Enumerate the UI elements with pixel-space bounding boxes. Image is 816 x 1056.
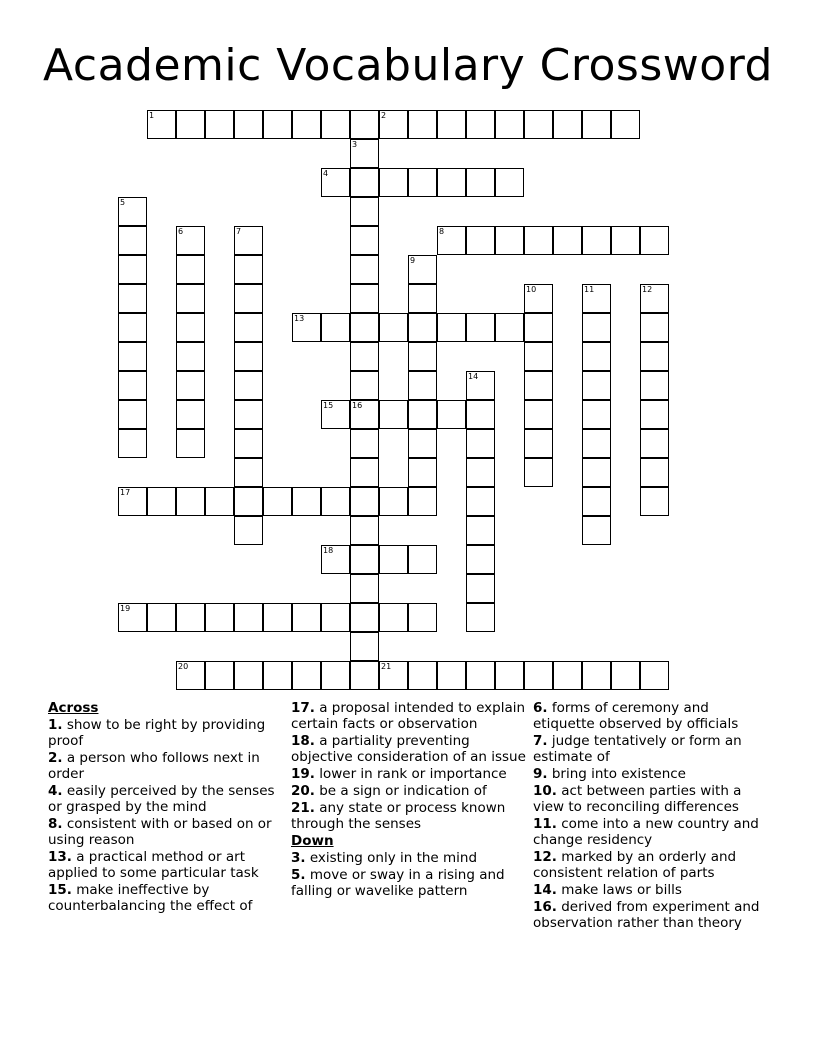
grid-cell[interactable] [640, 342, 669, 371]
grid-cell[interactable] [292, 661, 321, 690]
clue-text: lower in rank or importance [314, 766, 507, 782]
grid-cell[interactable] [176, 255, 205, 284]
grid-cell[interactable] [408, 661, 437, 690]
clue-item [533, 783, 768, 815]
grid-cell[interactable] [437, 400, 466, 429]
grid-cell[interactable] [379, 313, 408, 342]
grid-cell[interactable] [466, 603, 495, 632]
clue-item [291, 850, 526, 866]
clue-item [533, 899, 768, 931]
grid-cell[interactable] [379, 168, 408, 197]
grid-cell[interactable] [263, 487, 292, 516]
grid-cell[interactable] [408, 168, 437, 197]
grid-cell[interactable] [495, 226, 524, 255]
clue-text: act between parties with a view to reconciling differences [533, 783, 742, 815]
clue-text: come into a new country and change residency [533, 816, 759, 848]
grid-cell[interactable] [350, 255, 379, 284]
grid-cell[interactable] [118, 255, 147, 284]
grid-cell[interactable] [408, 371, 437, 400]
clue-text: be a sign or indication of [314, 783, 487, 799]
cell-number: 18 [323, 546, 334, 555]
grid-cell[interactable] [321, 400, 350, 429]
grid-cell[interactable] [408, 255, 437, 284]
grid-cell[interactable] [582, 284, 611, 313]
grid-cell[interactable] [466, 516, 495, 545]
grid-cell[interactable] [321, 545, 350, 574]
grid-cell[interactable] [495, 168, 524, 197]
clue-item [533, 882, 768, 898]
grid-cell[interactable] [350, 661, 379, 690]
clue-text: a partiality preventing objective consideration of an issue [291, 733, 526, 765]
grid-cell[interactable] [582, 110, 611, 139]
clue-text: derived from experiment and observation rather than theory [533, 899, 760, 931]
grid-cell[interactable] [118, 313, 147, 342]
grid-cell[interactable] [408, 458, 437, 487]
grid-cell[interactable] [524, 110, 553, 139]
grid-cell[interactable] [640, 429, 669, 458]
clue-text: existing only in the mind [305, 850, 478, 866]
grid-cell[interactable] [263, 661, 292, 690]
grid-cell[interactable] [553, 226, 582, 255]
clue-text: any state or process known through the senses [291, 800, 506, 832]
grid-cell[interactable] [147, 603, 176, 632]
grid-cell[interactable] [611, 110, 640, 139]
cell-number: 3 [352, 140, 358, 149]
grid-cell[interactable] [524, 313, 553, 342]
grid-cell[interactable] [350, 603, 379, 632]
grid-cell[interactable] [205, 603, 234, 632]
grid-cell[interactable] [640, 371, 669, 400]
grid-cell[interactable] [379, 545, 408, 574]
clue-number: 4. [48, 783, 63, 799]
grid-cell[interactable] [553, 661, 582, 690]
grid-cell[interactable] [176, 226, 205, 255]
clue-item [291, 867, 526, 899]
grid-cell[interactable] [582, 342, 611, 371]
cell-number: 6 [178, 227, 184, 236]
grid-cell[interactable] [350, 574, 379, 603]
grid-cell[interactable] [640, 487, 669, 516]
grid-cell[interactable] [350, 487, 379, 516]
clue-number: 8. [48, 816, 63, 832]
grid-cell[interactable] [234, 516, 263, 545]
grid-cell[interactable] [234, 110, 263, 139]
grid-cell[interactable] [205, 110, 234, 139]
grid-cell[interactable] [350, 516, 379, 545]
grid-cell[interactable] [379, 603, 408, 632]
grid-cell[interactable] [350, 371, 379, 400]
grid-cell[interactable] [292, 110, 321, 139]
grid-cell[interactable] [118, 371, 147, 400]
cell-number: 16 [352, 401, 363, 410]
grid-cell[interactable] [234, 661, 263, 690]
grid-cell[interactable] [582, 661, 611, 690]
clue-item [291, 783, 526, 799]
grid-cell[interactable] [118, 226, 147, 255]
clue-text: bring into existence [547, 766, 686, 782]
cell-number: 8 [439, 227, 445, 236]
grid-cell[interactable] [582, 371, 611, 400]
clue-number: 12. [533, 849, 557, 865]
grid-cell[interactable] [234, 487, 263, 516]
clue-number: 9. [533, 766, 548, 782]
grid-cell[interactable] [176, 400, 205, 429]
grid-cell[interactable] [118, 197, 147, 226]
clue-text: easily perceived by the senses or grasped by the mind [48, 783, 275, 815]
grid-cell[interactable] [466, 226, 495, 255]
grid-cell[interactable] [640, 284, 669, 313]
clue-item [291, 800, 526, 832]
grid-cell[interactable] [611, 661, 640, 690]
clue-number: 7. [533, 733, 548, 749]
clue-text: a proposal intended to explain certain facts or observation [291, 700, 526, 732]
grid-cell[interactable] [176, 342, 205, 371]
clue-item [533, 766, 768, 782]
down-header: Down [291, 833, 334, 849]
grid-cell[interactable] [640, 400, 669, 429]
grid-cell[interactable] [350, 110, 379, 139]
grid-cell[interactable] [640, 226, 669, 255]
grid-cell[interactable] [408, 487, 437, 516]
clue-number: 19. [291, 766, 315, 782]
clue-number: 18. [291, 733, 315, 749]
grid-cell[interactable] [234, 603, 263, 632]
grid-cell[interactable] [234, 342, 263, 371]
grid-cell[interactable] [147, 487, 176, 516]
grid-cell[interactable] [524, 226, 553, 255]
grid-cell[interactable] [466, 313, 495, 342]
grid-cell[interactable] [263, 603, 292, 632]
grid-cell[interactable] [524, 458, 553, 487]
grid-cell[interactable] [640, 458, 669, 487]
grid-cell[interactable] [350, 284, 379, 313]
grid-cell[interactable] [437, 313, 466, 342]
clue-text: forms of ceremony and etiquette observed by officials [533, 700, 739, 732]
clue-item [48, 783, 283, 815]
clue-number: 20. [291, 783, 315, 799]
grid-cell[interactable] [118, 487, 147, 516]
clue-item [533, 849, 768, 881]
grid-cell[interactable] [176, 371, 205, 400]
grid-cell[interactable] [350, 226, 379, 255]
grid-cell[interactable] [437, 661, 466, 690]
grid-cell[interactable] [321, 661, 350, 690]
grid-cell[interactable] [118, 400, 147, 429]
grid-cell[interactable] [350, 429, 379, 458]
grid-cell[interactable] [292, 603, 321, 632]
grid-cell[interactable] [321, 168, 350, 197]
clue-text: make laws or bills [556, 882, 682, 898]
clue-text: a person who follows next in order [48, 750, 260, 782]
grid-cell[interactable] [321, 110, 350, 139]
grid-cell[interactable] [466, 400, 495, 429]
grid-cell[interactable] [408, 284, 437, 313]
grid-cell[interactable] [350, 313, 379, 342]
grid-cell[interactable] [350, 342, 379, 371]
grid-cell[interactable] [466, 545, 495, 574]
grid-cell[interactable] [321, 313, 350, 342]
grid-cell[interactable] [582, 516, 611, 545]
across-header: Across [48, 700, 99, 716]
grid-cell[interactable] [321, 603, 350, 632]
grid-cell[interactable] [234, 371, 263, 400]
grid-cell[interactable] [292, 487, 321, 516]
grid-cell[interactable] [408, 313, 437, 342]
grid-cell[interactable] [234, 226, 263, 255]
grid-cell[interactable] [176, 284, 205, 313]
clue-text: a practical method or art applied to some particular task [48, 849, 259, 881]
grid-cell[interactable] [524, 429, 553, 458]
clue-text: marked by an orderly and consistent relation of parts [533, 849, 737, 881]
grid-cell[interactable] [582, 400, 611, 429]
clue-text: show to be right by providing proof [48, 717, 266, 749]
clue-column-2 [291, 700, 526, 900]
cell-number: 11 [584, 285, 595, 294]
clue-text: consistent with or based on or using reason [48, 816, 272, 848]
grid-cell[interactable] [408, 429, 437, 458]
grid-cell[interactable] [176, 429, 205, 458]
grid-cell[interactable] [350, 458, 379, 487]
clue-number: 5. [291, 867, 306, 883]
grid-cell[interactable] [437, 110, 466, 139]
grid-cell[interactable] [176, 487, 205, 516]
clue-number: 3. [291, 850, 306, 866]
cell-number: 7 [236, 227, 242, 236]
grid-cell[interactable] [408, 603, 437, 632]
grid-cell[interactable] [582, 458, 611, 487]
grid-cell[interactable] [176, 603, 205, 632]
grid-cell[interactable] [234, 255, 263, 284]
grid-cell[interactable] [408, 400, 437, 429]
cell-number: 20 [178, 662, 189, 671]
grid-cell[interactable] [640, 661, 669, 690]
grid-cell[interactable] [350, 632, 379, 661]
grid-cell[interactable] [437, 168, 466, 197]
cell-number: 4 [323, 169, 329, 178]
grid-cell[interactable] [350, 197, 379, 226]
grid-cell[interactable] [350, 168, 379, 197]
grid-cell[interactable] [176, 110, 205, 139]
grid-cell[interactable] [234, 284, 263, 313]
clue-number: 2. [48, 750, 63, 766]
clue-item [533, 816, 768, 848]
clue-item [48, 882, 283, 914]
clue-text: make ineffective by counterbalancing the effect of [48, 882, 253, 914]
clue-item [48, 750, 283, 782]
grid-cell[interactable] [118, 284, 147, 313]
clue-item [291, 733, 526, 765]
grid-cell[interactable] [263, 110, 292, 139]
grid-cell[interactable] [466, 661, 495, 690]
grid-cell[interactable] [379, 110, 408, 139]
clue-column-3 [533, 700, 768, 932]
grid-cell[interactable] [466, 574, 495, 603]
grid-cell[interactable] [437, 226, 466, 255]
grid-cell[interactable] [466, 429, 495, 458]
clue-number: 21. [291, 800, 315, 816]
grid-cell[interactable] [234, 458, 263, 487]
clue-item [291, 766, 526, 782]
cell-number: 12 [642, 285, 653, 294]
grid-cell[interactable] [379, 661, 408, 690]
grid-cell[interactable] [524, 400, 553, 429]
grid-cell[interactable] [350, 139, 379, 168]
clue-item [48, 717, 283, 749]
grid-cell[interactable] [118, 429, 147, 458]
grid-cell[interactable] [611, 226, 640, 255]
grid-cell[interactable] [524, 371, 553, 400]
cell-number: 14 [468, 372, 479, 381]
clue-number: 15. [48, 882, 72, 898]
grid-cell[interactable] [495, 110, 524, 139]
grid-cell[interactable] [350, 545, 379, 574]
clue-column-1 [48, 700, 283, 915]
cell-number: 10 [526, 285, 537, 294]
grid-cell[interactable] [582, 487, 611, 516]
clue-number: 1. [48, 717, 63, 733]
grid-cell[interactable] [408, 110, 437, 139]
cell-number: 5 [120, 198, 126, 207]
grid-cell[interactable] [466, 487, 495, 516]
clue-item [533, 700, 768, 732]
cell-number: 9 [410, 256, 416, 265]
cell-number: 13 [294, 314, 305, 323]
grid-cell[interactable] [524, 342, 553, 371]
clue-number: 14. [533, 882, 557, 898]
grid-cell[interactable] [466, 110, 495, 139]
grid-cell[interactable] [176, 661, 205, 690]
clue-number: 11. [533, 816, 557, 832]
grid-cell[interactable] [118, 603, 147, 632]
grid-cell[interactable] [466, 371, 495, 400]
grid-cell[interactable] [553, 110, 582, 139]
grid-cell[interactable] [176, 313, 205, 342]
grid-cell[interactable] [582, 429, 611, 458]
grid-cell[interactable] [582, 226, 611, 255]
grid-cell[interactable] [495, 313, 524, 342]
grid-cell[interactable] [495, 661, 524, 690]
grid-cell[interactable] [408, 342, 437, 371]
clue-item [48, 816, 283, 848]
grid-cell[interactable] [524, 284, 553, 313]
cell-number: 21 [381, 662, 392, 671]
grid-cell[interactable] [524, 661, 553, 690]
clue-number: 17. [291, 700, 315, 716]
grid-cell[interactable] [147, 110, 176, 139]
grid-cell[interactable] [321, 487, 350, 516]
clue-number: 10. [533, 783, 557, 799]
grid-cell[interactable] [640, 313, 669, 342]
grid-cell[interactable] [234, 429, 263, 458]
grid-cell[interactable] [466, 458, 495, 487]
grid-cell[interactable] [350, 400, 379, 429]
cell-number: 19 [120, 604, 131, 613]
clue-text: move or sway in a rising and falling or wavelike pattern [291, 867, 505, 899]
grid-cell[interactable] [205, 487, 234, 516]
grid-cell[interactable] [292, 313, 321, 342]
grid-cell[interactable] [582, 313, 611, 342]
grid-cell[interactable] [205, 661, 234, 690]
clue-item [533, 733, 768, 765]
grid-cell[interactable] [379, 487, 408, 516]
grid-cell[interactable] [379, 400, 408, 429]
cell-number: 2 [381, 111, 387, 120]
cell-number: 1 [149, 111, 155, 120]
page-title: Academic Vocabulary Crossword [43, 40, 773, 91]
clue-item [48, 849, 283, 881]
clue-text: judge tentatively or form an estimate of [533, 733, 742, 765]
grid-cell[interactable] [118, 342, 147, 371]
grid-cell[interactable] [408, 545, 437, 574]
clue-number: 6. [533, 700, 548, 716]
clue-number: 13. [48, 849, 72, 865]
grid-cell[interactable] [466, 168, 495, 197]
cell-number: 17 [120, 488, 131, 497]
clue-number: 16. [533, 899, 557, 915]
clue-item [291, 700, 526, 732]
cell-number: 15 [323, 401, 334, 410]
grid-cell[interactable] [234, 400, 263, 429]
grid-cell[interactable] [234, 313, 263, 342]
